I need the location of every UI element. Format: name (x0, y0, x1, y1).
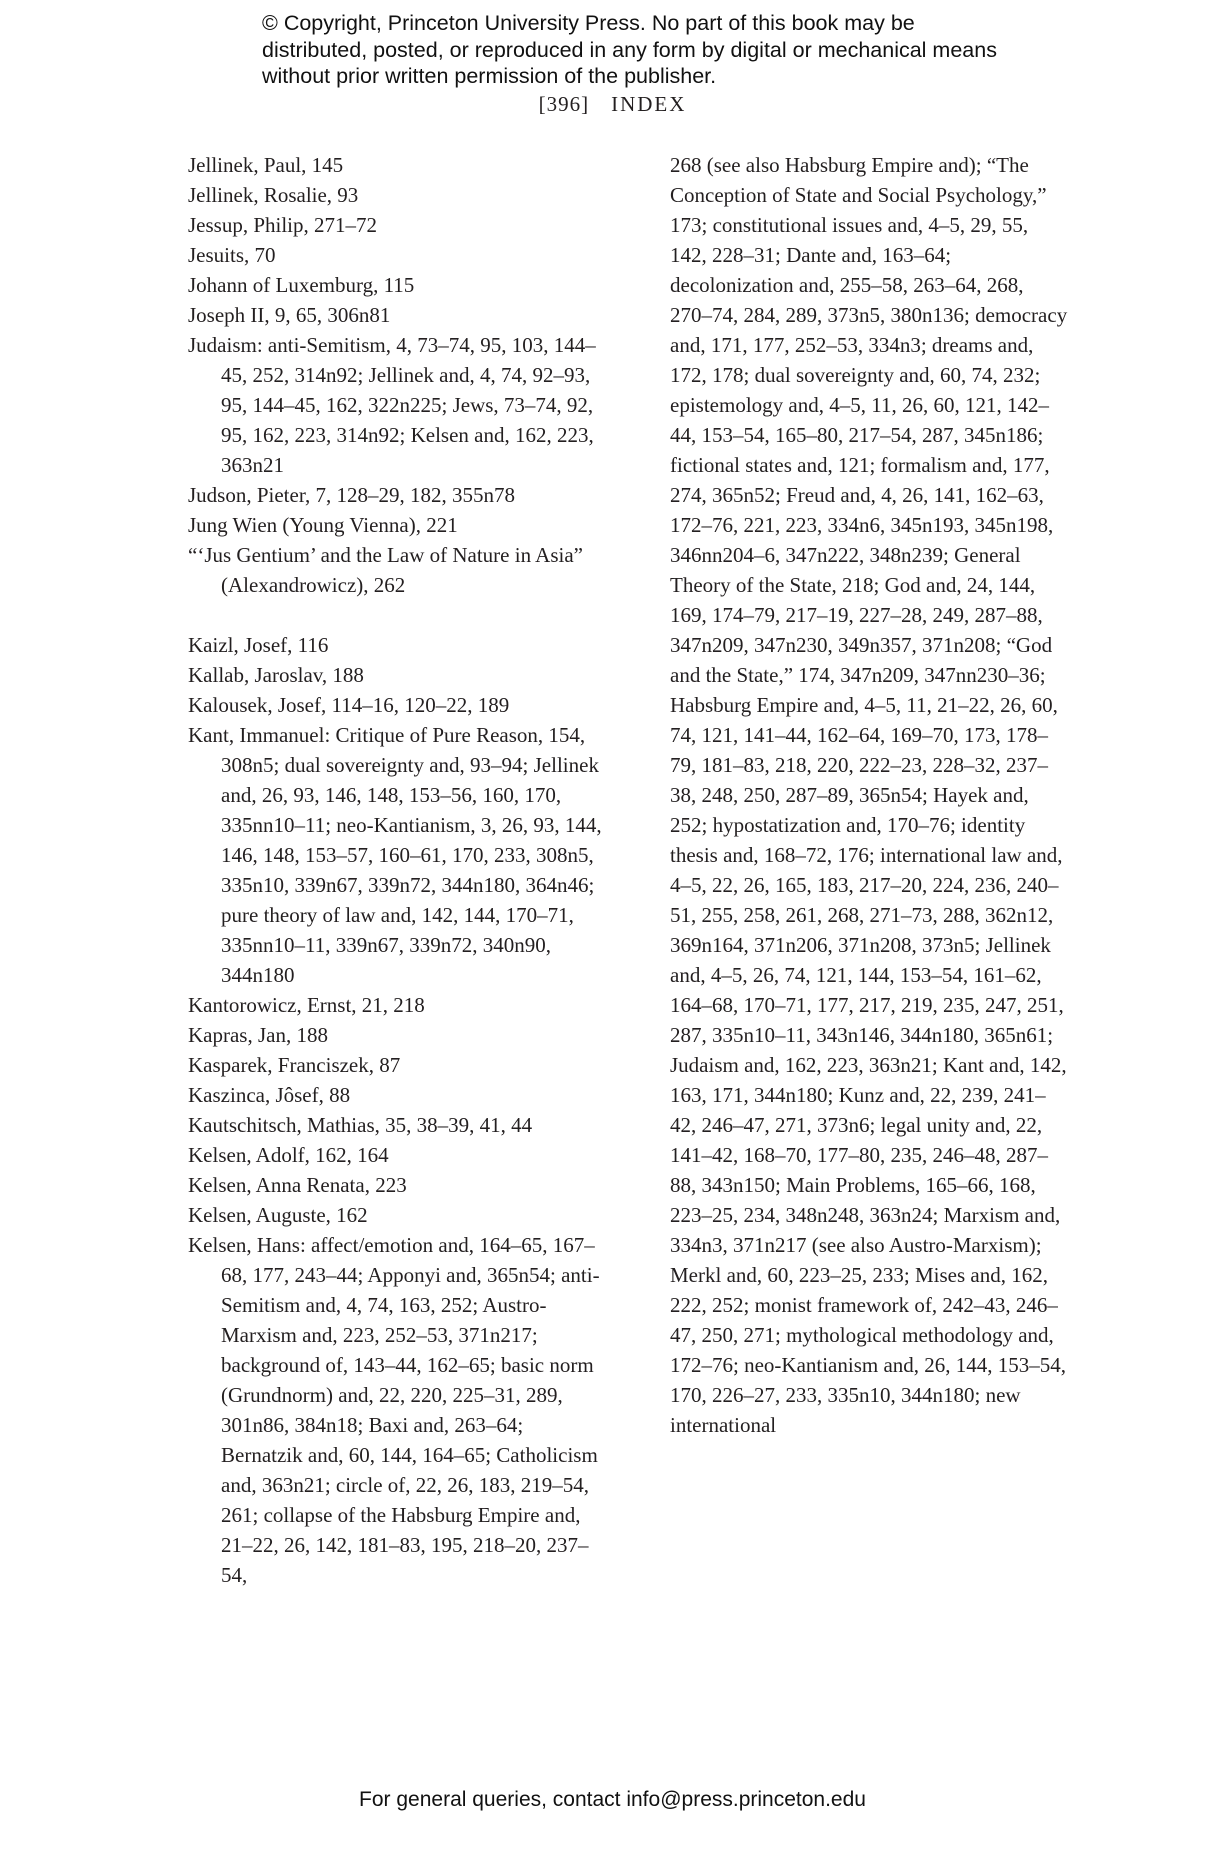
index-entry: Jesuits, 70 (188, 243, 276, 267)
index-entry-continuation: 268 (see also Habsburg Empire and); “The Conception of State and Social Psychology,” 173; constitutional issues and, 4–5, 29, 55, 142, 228–31; Dante and, 163–64; decolonization and, 255–58, 263–64, 268, 270–74, 284, 289, 373n5, 380n136; democracy and, 171, 177, 252–53, 334n3; dreams and, 172, 178; dual sovereignty and, 60, 74, 232; epistemology and, 4–5, 11, 26, 60, 121, 142–44, 153–54, 165–80, 217–54, 287, 345n186; fictional states and, 121; formalism and, 177, 274, 365n52; Freud and, 4, 26, 141, 162–63, 172–76, 221, 223, 334n6, 345n193, 345n198, 346nn204–6, 347n222, 348n239; General Theory of the State, 218; God and, 24, 144, 169, 174–79, 217–19, 227–28, 249, 287–88, 347n209, 347n230, 349n357, 371n208; “God and the State,” 174, 347n209, 347nn230–36; Habsburg Empire and, 4–5, 11, 21–22, 26, 60, 74, 121, 141–44, 162–64, 169–70, 173, 178–79, 181–83, 218, 220, 222–23, 228–32, 237–38, 248, 250, 287–89, 365n54; Hayek and, 252; hypostatization and, 170–76; identity thesis and, 168–72, 176; international law and, 4–5, 22, 26, 165, 183, 217–20, 224, 236, 240–51, 255, 258, 261, 268, 271–73, 288, 362n12, 369n164, 371n206, 371n208, 373n5; Jellinek and, 4–5, 26, 74, 121, 144, 153–54, 161–62, 164–68, 170–71, 177, 217, 219, 235, 247, 251, 287, 335n10–11, 343n146, 344n180, 365n61; Judaism and, 162, 223, 363n21; Kant and, 142, 163, 171, 344n180; Kunz and, 22, 239, 241–42, 246–47, 271, 373n6; legal unity and, 22, 141–42, 168–70, 177–80, 235, 246–48, 287–88, 343n150; Main Problems, 165–66, 168, 223–25, 234, 348n248, 363n24; Marxism and, 334n3, 371n217 (see also Austro-Marxism); Merkl and, 60, 223–25, 233; Mises and, 162, 222, 252; monist framework of, 242–43, 246–47, 250, 271; mythological methodology and, 172–76; neo-Kantianism and, 26, 144, 153–54, 170, 226–27, 233, 335n10, 344n180; new international (670, 153, 1068, 1437)
index-entry: Kallab, Jaroslav, 188 (188, 663, 364, 687)
index-entry: Jung Wien (Young Vienna), 221 (188, 513, 458, 537)
index-entry: Kelsen, Hans: affect/emotion and, 164–65, 167–68, 177, 243–44; Apponyi and, 365n54; anti-Semitism and, 4, 74, 163, 252; Austro-Marxism and, 223, 252–53, 371n217; background of, 143–44, 162–65; basic norm (Grundnorm) and, 22, 220, 225–31, 289, 301n86, 384n18; Baxi and, 263–64; Bernatzik and, 60, 144, 164–65; Catholicism and, 363n21; circle of, 22, 26, 183, 219–54, 261; collapse of the Habsburg Empire and, 21–22, 26, 142, 181–83, 195, 218–20, 237–54, (188, 1233, 600, 1587)
index-entry: Kaszinca, Jôsef, 88 (188, 1083, 351, 1107)
index-column-right (670, 150, 1070, 1440)
index-entry: Jellinek, Rosalie, 93 (188, 183, 359, 207)
footer-contact: For general queries, contact info@press.princeton.edu (359, 1788, 866, 1811)
index-entry: Kantorowicz, Ernst, 21, 218 (188, 993, 425, 1017)
letter-group-gap (188, 600, 608, 630)
index-entry: Jellinek, Paul, 145 (188, 153, 344, 177)
index-entry: Judson, Pieter, 7, 128–29, 182, 355n78 (188, 483, 515, 507)
index-entry: Kelsen, Adolf, 162, 164 (188, 1143, 389, 1167)
index-entry: Joseph II, 9, 65, 306n81 (188, 303, 391, 327)
index-column-left (188, 150, 608, 1590)
index-entry: “‘Jus Gentium’ and the Law of Nature in Asia” (Alexandrowicz), 262 (188, 543, 583, 597)
page-number: [396] (538, 92, 590, 116)
index-entry: Jessup, Philip, 271–72 (188, 213, 378, 237)
index-entry: Kautschitsch, Mathias, 35, 38–39, 41, 44 (188, 1113, 533, 1137)
index-entry: Kelsen, Anna Renata, 223 (188, 1173, 407, 1197)
section-title: INDEX (611, 92, 687, 116)
index-entry: Kalousek, Josef, 114–16, 120–22, 189 (188, 693, 510, 717)
copyright-notice: © Copyright, Princeton University Press. No part of this book may be distributed, posted, or reproduced in any form by digital or mechanical means without prior written permission of the publisher. (262, 11, 997, 88)
index-entry: Johann of Luxemburg, 115 (188, 273, 415, 297)
index-entry: Kapras, Jan, 188 (188, 1023, 328, 1047)
index-entry: Kant, Immanuel: Critique of Pure Reason, 154, 308n5; dual sovereignty and, 93–94; Jellinek and, 26, 93, 146, 148, 153–56, 160, 170, 335nn10–11; neo-Kantianism, 3, 26, 93, 144, 146, 148, 153–57, 160–61, 170, 233, 308n5, 335n10, 339n67, 339n72, 344n180, 364n46; pure theory of law and, 142, 144, 170–71, 335nn10–11, 339n67, 339n72, 340n90, 344n180 (188, 723, 602, 987)
index-entry: Kaizl, Josef, 116 (188, 633, 329, 657)
index-entry: Kasparek, Franciszek, 87 (188, 1053, 401, 1077)
index-entry: Kelsen, Auguste, 162 (188, 1203, 368, 1227)
index-entry: Judaism: anti-Semitism, 4, 73–74, 95, 103, 144–45, 252, 314n92; Jellinek and, 4, 74, 92–93, 95, 144–45, 162, 322n225; Jews, 73–74, 92, 95, 162, 223, 314n92; Kelsen and, 162, 223, 363n21 (188, 333, 596, 477)
running-head (0, 92, 1225, 117)
